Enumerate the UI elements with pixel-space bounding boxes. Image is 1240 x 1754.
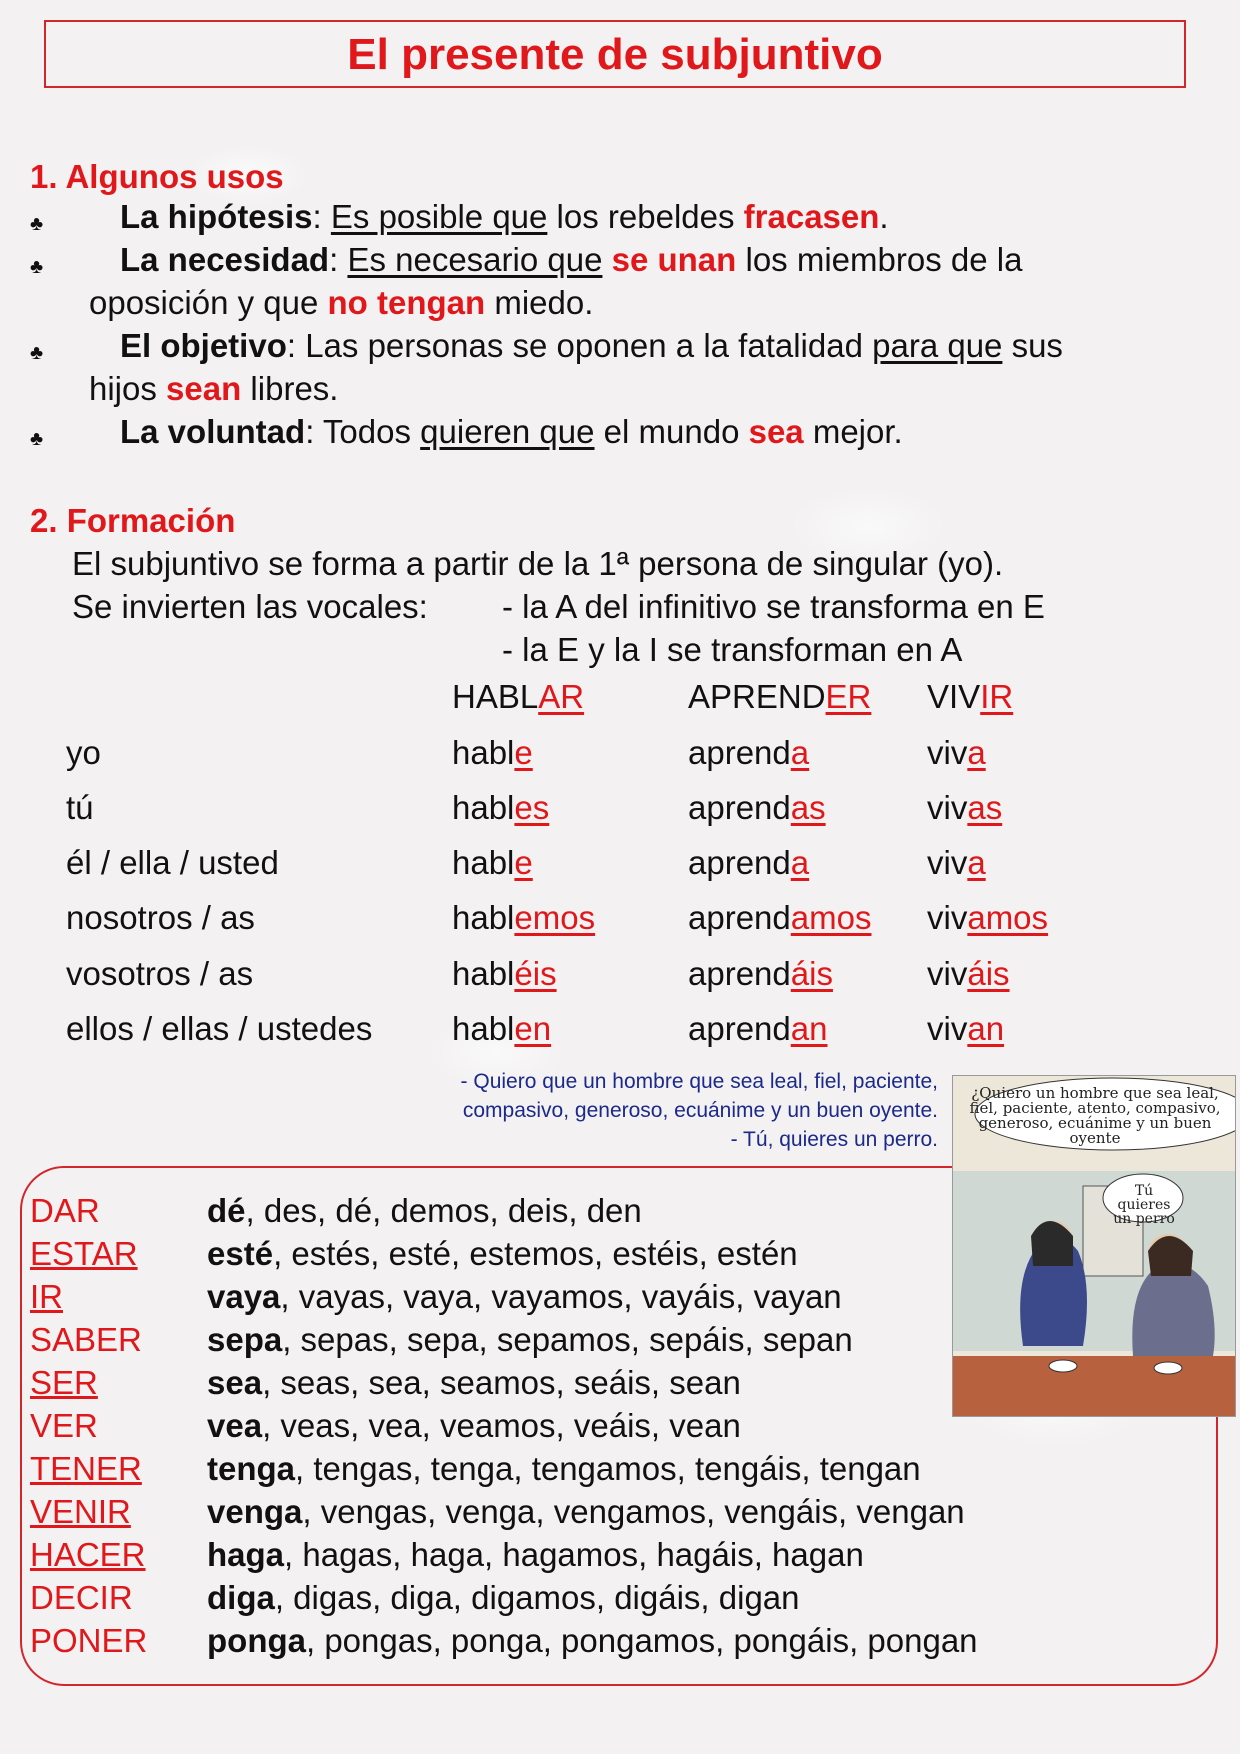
- usage-necesidad-line2: oposición y que no tengan miedo.: [89, 284, 594, 321]
- conj-cell: viva: [927, 734, 986, 771]
- irregular-forms: diga, digas, diga, digamos, digáis, digan: [207, 1579, 800, 1616]
- person-label: yo: [66, 734, 101, 771]
- irregular-forms: venga, vengas, venga, vengamos, vengáis, vengan: [207, 1493, 965, 1530]
- irregular-verb: DECIR: [30, 1579, 133, 1616]
- irregular-verb: SER: [30, 1364, 98, 1401]
- header-aprender: APRENDER: [688, 678, 872, 715]
- irregular-verb: VENIR: [30, 1493, 131, 1530]
- irregular-forms: vaya, vayas, vaya, vayamos, vayáis, vayan: [207, 1278, 842, 1315]
- irregular-verb: TENER: [30, 1450, 142, 1487]
- irregular-verb: DAR: [30, 1192, 100, 1229]
- conj-cell: hablen: [452, 1010, 552, 1047]
- club-icon: ♣: [30, 213, 44, 235]
- comic-bubble-2: Tú quieres un perro: [1113, 1183, 1175, 1227]
- page-title: El presente de subjuntivo: [347, 30, 883, 79]
- quote-caption: - Quiero que un hombre que sea leal, fiel, paciente, compasivo, generoso, ecuánime y un buen oyente. - Tú, quieres un perro.: [460, 1070, 938, 1151]
- person-label: vosotros / as: [66, 955, 254, 992]
- conj-cell: habléis: [452, 955, 557, 992]
- irregular-forms: ponga, pongas, ponga, pongamos, pongáis, pongan: [207, 1622, 978, 1659]
- formacion-line3: - la E y la I se transforman en A: [502, 631, 963, 668]
- usage-objetivo-line2: hijos sean libres.: [89, 370, 339, 407]
- comic-illustration: [952, 1075, 1236, 1417]
- irregular-forms: dé, des, dé, demos, deis, den: [207, 1192, 642, 1229]
- conj-cell: viváis: [927, 955, 1010, 992]
- conj-cell: hablemos: [452, 899, 596, 936]
- conj-cell: aprendáis: [688, 955, 833, 992]
- person-label: él / ella / usted: [66, 844, 279, 881]
- conj-cell: vivas: [927, 789, 1003, 826]
- conj-cell: viva: [927, 844, 986, 881]
- comic-bubble-1: ¿Quiero un hombre que sea leal, fiel, paciente, atento, compasivo, generoso, ecuánime y un buen oyente: [969, 1084, 1221, 1147]
- header-vivir: VIVIR: [927, 678, 1014, 715]
- person-label: nosotros / as: [66, 899, 255, 936]
- formacion-line2b: - la A del infinitivo se transforma en E: [502, 588, 1045, 625]
- section-heading-usos: 1. Algunos usos: [30, 158, 284, 195]
- usage-voluntad: La voluntad: Todos quieren que el mundo sea mejor.: [120, 413, 903, 450]
- conj-cell: hables: [452, 789, 550, 826]
- usage-necesidad: La necesidad: Es necesario que se unan los miembros de la: [120, 241, 1023, 278]
- person-label: ellos / ellas / ustedes: [66, 1010, 373, 1047]
- irregular-verb: HACER: [30, 1536, 146, 1573]
- conj-cell: hable: [452, 734, 533, 771]
- irregular-verb: IR: [30, 1278, 63, 1315]
- irregular-verb: PONER: [30, 1622, 148, 1659]
- irregular-forms: esté, estés, esté, estemos, estéis, estén: [207, 1235, 798, 1272]
- club-icon: ♣: [30, 342, 44, 364]
- club-icon: ♣: [30, 428, 44, 450]
- header-hablar: HABLAR: [452, 678, 585, 715]
- club-icon: ♣: [30, 256, 44, 278]
- irregular-forms: tenga, tengas, tenga, tengamos, tengáis, tengan: [207, 1450, 921, 1487]
- person-label: tú: [66, 789, 94, 826]
- irregular-forms: haga, hagas, haga, hagamos, hagáis, hagan: [207, 1536, 864, 1573]
- title-box: [44, 20, 1186, 88]
- conj-cell: vivamos: [927, 899, 1049, 936]
- irregular-forms: sepa, sepas, sepa, sepamos, sepáis, sepan: [207, 1321, 853, 1358]
- irregular-forms: vea, veas, vea, veamos, veáis, vean: [207, 1407, 741, 1444]
- conj-cell: aprendan: [688, 1010, 828, 1047]
- usage-objetivo: El objetivo: Las personas se oponen a la fatalidad para que sus: [120, 327, 1063, 364]
- conj-cell: vivan: [927, 1010, 1005, 1047]
- formacion-line2a: Se invierten las vocales:: [72, 588, 428, 625]
- conj-cell: hable: [452, 844, 533, 881]
- conj-cell: aprendamos: [688, 899, 872, 936]
- conj-cell: aprenda: [688, 734, 810, 771]
- irregular-verb: VER: [30, 1407, 98, 1444]
- section-heading-formacion: 2. Formación: [30, 502, 236, 539]
- usage-hipotesis: La hipótesis: Es posible que los rebeldes fracasen.: [120, 198, 889, 235]
- irregular-forms: sea, seas, sea, seamos, seáis, sean: [207, 1364, 741, 1401]
- formacion-line1: El subjuntivo se forma a partir de la 1ª persona de singular (yo).: [72, 545, 1004, 582]
- irregular-verb: ESTAR: [30, 1235, 138, 1272]
- conj-cell: aprendas: [688, 789, 826, 826]
- conj-cell: aprenda: [688, 844, 810, 881]
- irregular-verb: SABER: [30, 1321, 142, 1358]
